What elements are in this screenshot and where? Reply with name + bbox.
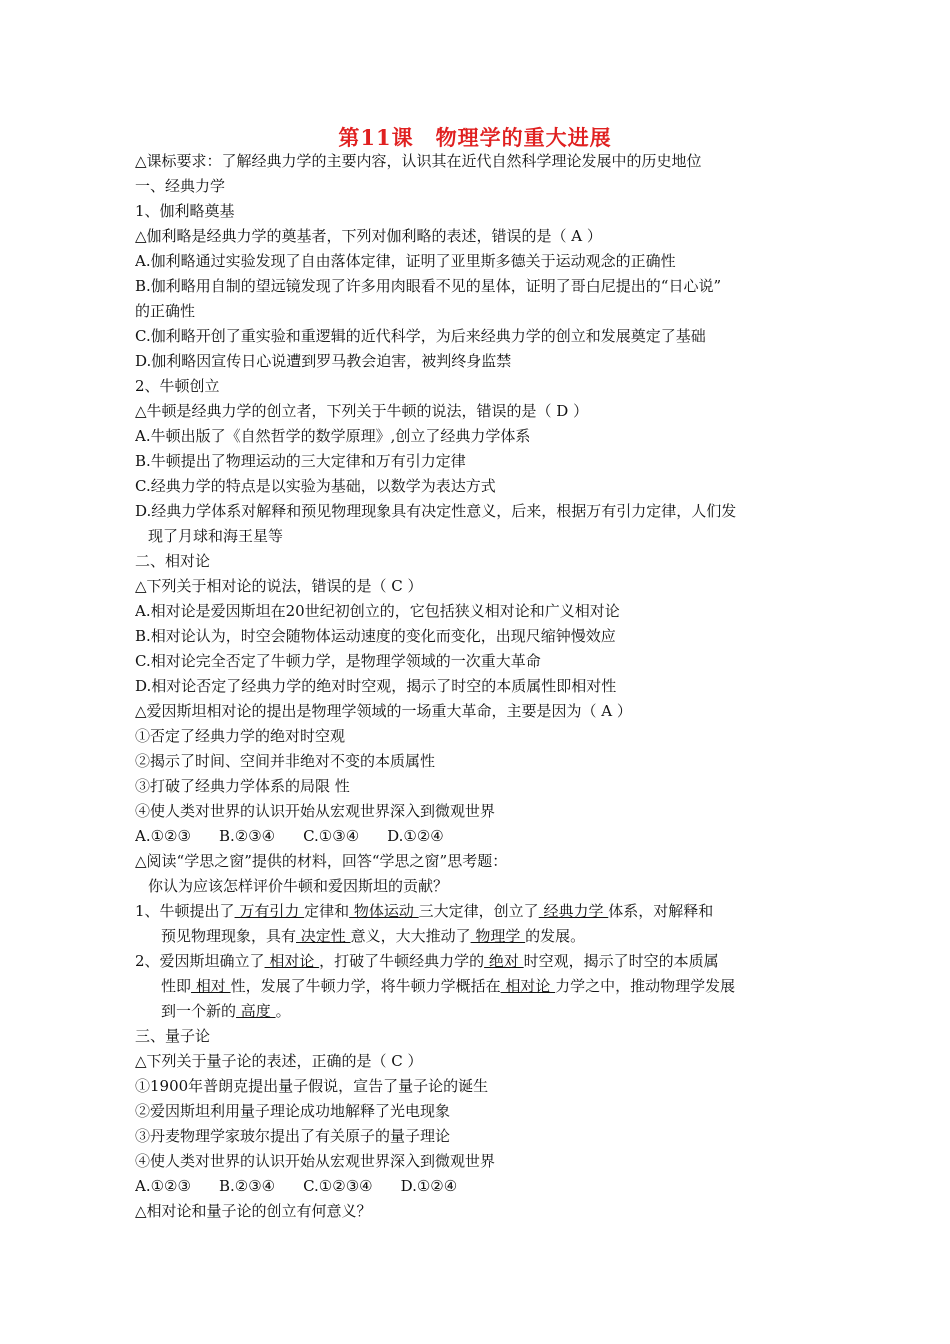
subsection-heading: 1、伽利略奠基 — [135, 202, 235, 220]
choice: B.②③④ — [218, 827, 276, 845]
choice-row — [135, 824, 825, 849]
question-stem: △伽利略是经典力学的奠基者，下列对伽利略的表述，错误的是（ A ） — [135, 227, 602, 245]
option-line: A.伽利略通过实验发现了自由落体定律，证明了亚里斯多德关于运动观念的正确性 — [135, 252, 676, 270]
option-line: C.相对论完全否定了牛顿力学，是物理学领域的一次重大革命 — [135, 652, 541, 670]
option-line: C.经典力学的特点是以实验为基础，以数学为表达方式 — [135, 477, 496, 495]
choice: D.①②④ — [387, 827, 444, 845]
statement-item: ③丹麦物理学家玻尔提出了有关原子的量子理论 — [135, 1127, 451, 1145]
statement-item: ②爱因斯坦利用量子理论成功地解释了光电现象 — [135, 1102, 451, 1120]
statement-item: ④使人类对世界的认识开始从宏观世界深入到微观世界 — [135, 802, 496, 820]
option-line: B.伽利略用自制的望远镜发现了许多用肉眼看不见的星体，证明了哥白尼提出的“日心说” — [135, 277, 722, 295]
option-line-continued: 的正确性 — [135, 302, 196, 320]
statement-item: ①否定了经典力学的绝对时空观 — [135, 727, 346, 745]
option-line: D.相对论否定了经典力学的绝对时空观，揭示了时空的本质属性即相对性 — [135, 677, 617, 695]
choice: B.②③④ — [218, 1177, 276, 1195]
option-line: D.经典力学体系对解释和预见物理现象具有决定性意义，后来，根据万有引力定律，人们发 — [135, 502, 737, 520]
option-line: B.牛顿提出了物理运动的三大定律和万有引力定律 — [135, 452, 466, 470]
question-stem: △牛顿是经典力学的创立者，下列关于牛顿的说法，错误的是（ D ） — [135, 402, 589, 420]
option-line: A.相对论是爱因斯坦在20世纪初创立的，它包括狭义相对论和广义相对论 — [135, 602, 620, 620]
question-stem: △下列关于量子论的表述，正确的是（ C ） — [135, 1052, 423, 1070]
question-stem: △下列关于相对论的说法，错误的是（ C ） — [135, 577, 423, 595]
option-line: C.伽利略开创了重实验和重逻辑的近代科学，为后来经典力学的创立和发展奠定了基础 — [135, 327, 706, 345]
statement-item: ②揭示了时间、空间并非绝对不变的本质属性 — [135, 752, 436, 770]
choice: D.①②④ — [400, 1177, 458, 1195]
fill-in-line: 1、牛顿提出了 万有引力 定律和 物体运动 三大定律，创立了 经典力学 体系，对解释和 — [135, 902, 714, 920]
choice: C.①③④ — [303, 827, 360, 845]
statement-item: ①1900年普朗克提出量子假说，宣告了量子论的诞生 — [135, 1077, 489, 1095]
blank-answer: 绝对 — [484, 952, 524, 970]
blank-answer: 万有引力 — [234, 902, 305, 920]
option-line: B.相对论认为，时空会随物体运动速度的变化而变化，出现尺缩钟慢效应 — [135, 627, 616, 645]
document-body — [135, 149, 825, 1224]
question-prompt: 你认为应该怎样评价牛顿和爱因斯坦的贡献？ — [148, 877, 449, 895]
blank-answer: 相对论 — [500, 977, 556, 995]
section-heading: 二、相对论 — [135, 552, 211, 570]
section-heading: 三、量子论 — [135, 1027, 211, 1045]
choice: C.①②③④ — [303, 1177, 373, 1195]
question-stem: △阅读“学思之窗”提供的材料，回答“学思之窗”思考题： — [135, 852, 508, 870]
blank-answer: 高度 — [236, 1002, 276, 1020]
subsection-heading: 2、牛顿创立 — [135, 377, 220, 395]
question-stem: △爱因斯坦相对论的提出是物理学领域的一场重大革命，主要是因为（ A ） — [135, 702, 632, 720]
fill-in-line: 预见物理现象，具有 决定性 意义，大大推动了 物理学 的发展。 — [161, 927, 586, 945]
blank-answer: 物体运动 — [349, 902, 419, 920]
blank-answer: 相对 — [191, 977, 231, 995]
blank-answer: 经典力学 — [538, 902, 609, 920]
statement-item: ③打破了经典力学体系的局限 性 — [135, 777, 350, 795]
fill-in-line: 2、爱因斯坦确立了 相对论 ，打破了牛顿经典力学的 绝对 时空观，揭示了时空的本质属 — [135, 952, 719, 970]
question-stem: △相对论和量子论的创立有何意义？ — [135, 1202, 372, 1220]
fill-in-line: 性即 相对 性，发展了牛顿力学，将牛顿力学概括在 相对论 力学之中，推动物理学发展 — [161, 977, 736, 995]
option-line: D.伽利略因宣传日心说遭到罗马教会迫害，被判终身监禁 — [135, 352, 512, 370]
choice-row — [135, 1174, 825, 1199]
option-line-continued: 现了月球和海王星等 — [148, 527, 284, 545]
lesson-title: 第11课 物理学的重大进展 — [338, 125, 612, 150]
blank-answer: 决定性 — [296, 927, 351, 945]
blank-answer: 物理学 — [470, 927, 526, 945]
statement-item: ④使人类对世界的认识开始从宏观世界深入到微观世界 — [135, 1152, 496, 1170]
section-heading: 一、经典力学 — [135, 177, 226, 195]
blank-answer: 相对论 — [264, 952, 320, 970]
choice: A.①②③ — [135, 1177, 191, 1195]
fill-in-line: 到一个新的 高度 。 — [161, 1002, 291, 1020]
course-requirement: △课标要求：了解经典力学的主要内容，认识其在近代自然科学理论发展中的历史地位 — [135, 152, 702, 170]
option-line: A.牛顿出版了《自然哲学的数学原理》,创立了经典力学体系 — [135, 427, 531, 445]
choice: A.①②③ — [135, 827, 191, 845]
